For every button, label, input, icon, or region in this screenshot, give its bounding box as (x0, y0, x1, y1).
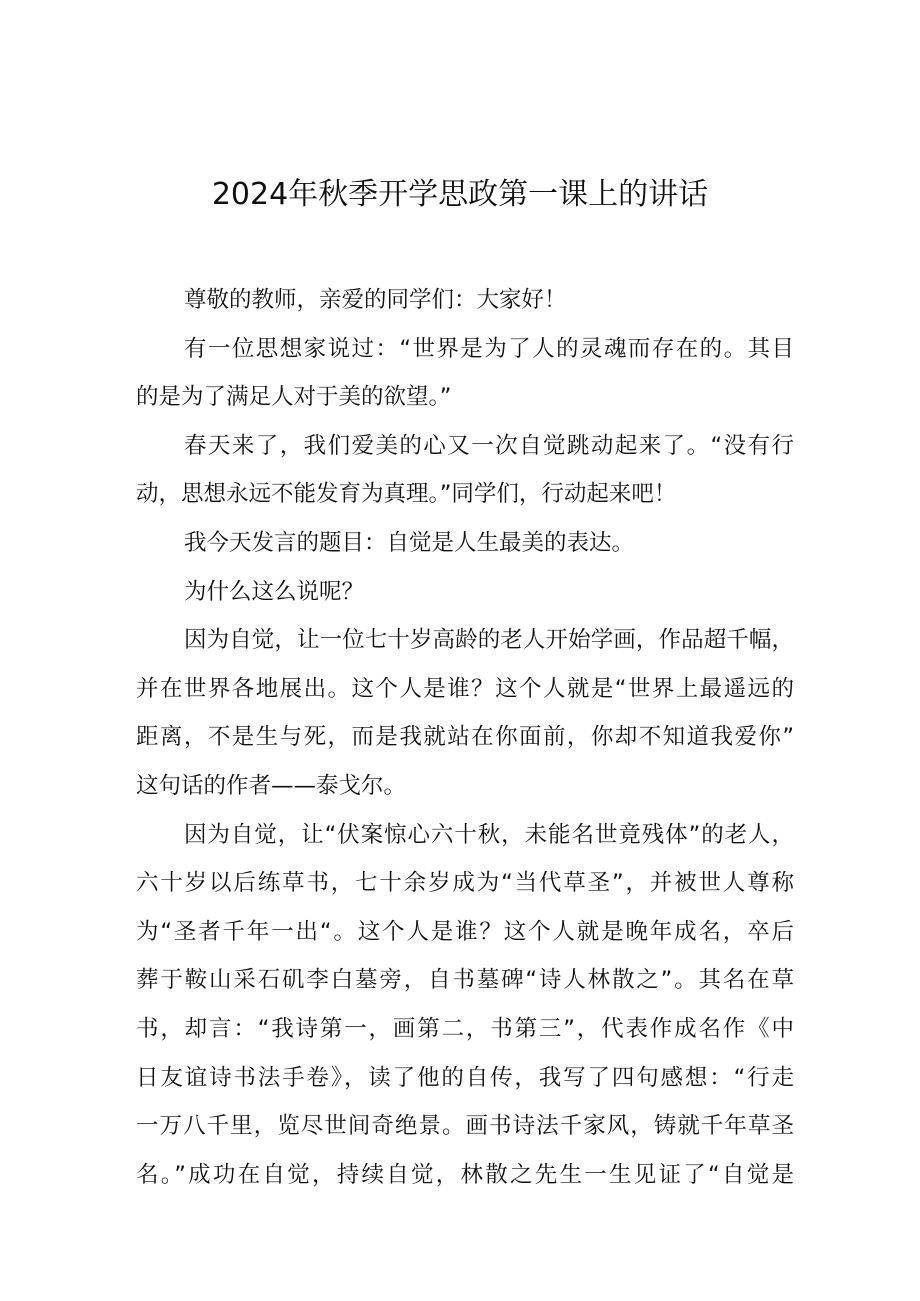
paragraph-topic: 我今天发言的题目：自觉是人生最美的表达。 (184, 529, 635, 556)
document-body (136, 276, 794, 1199)
paragraph-line: 因为自觉，让一位七十岁高龄的老人开始学画，作品超千幅， (184, 627, 794, 654)
paragraph-line: 六十岁以后练草书，七十余岁成为“当代草圣”，并被世人尊称 (136, 870, 794, 897)
paragraph-line: 名。”成功在自觉，持续自觉，林散之先生一生见证了“自觉是 (136, 1161, 794, 1188)
paragraph-line: 距离，不是生与死，而是我就站在你面前，你却不知道我爱你” (136, 724, 794, 751)
paragraph-line: 日友谊诗书法手卷》，读了他的自传，我写了四句感想：“行走 (136, 1064, 794, 1091)
paragraph-line: 春天来了，我们爱美的心又一次自觉跳动起来了。“没有行 (184, 432, 794, 459)
paragraph-line: 为“圣者千年一出“。这个人是谁？这个人就是晚年成名，卒后 (136, 918, 794, 945)
document-title: 2024年秋季开学思政第一课上的讲话 (211, 177, 709, 212)
paragraph-question: 为什么这么说呢？ (184, 578, 365, 605)
paragraph-line: 有一位思想家说过：“世界是为了人的灵魂而存在的。其目 (184, 335, 794, 362)
paragraph-line: 这句话的作者——泰戈尔。 (136, 772, 407, 799)
paragraph-line: 葬于鞍山采石矶李白墓旁，自书墓碑“诗人林散之”。其名在草 (136, 967, 794, 994)
paragraph-line: 书，却言：“我诗第一，画第二，书第三”，代表作成名作《中 (136, 1015, 794, 1042)
paragraph-line: 动，思想永远不能发育为真理。”同学们，行动起来吧！ (136, 481, 677, 508)
paragraph-line: 并在世界各地展出。这个人是谁？这个人就是“世界上最遥远的 (136, 675, 794, 702)
paragraph-greeting: 尊敬的教师，亲爱的同学们：大家好！ (184, 287, 567, 313)
paragraph-line: 因为自觉，让“伏案惊心六十秋，未能名世竟残体”的老人， (184, 821, 794, 848)
paragraph-line: 的是为了满足人对于美的欲望。” (136, 384, 452, 411)
paragraph-line: 一万八千里，览尽世间奇绝景。画书诗法千家风，铸就千年草圣 (136, 1113, 794, 1140)
